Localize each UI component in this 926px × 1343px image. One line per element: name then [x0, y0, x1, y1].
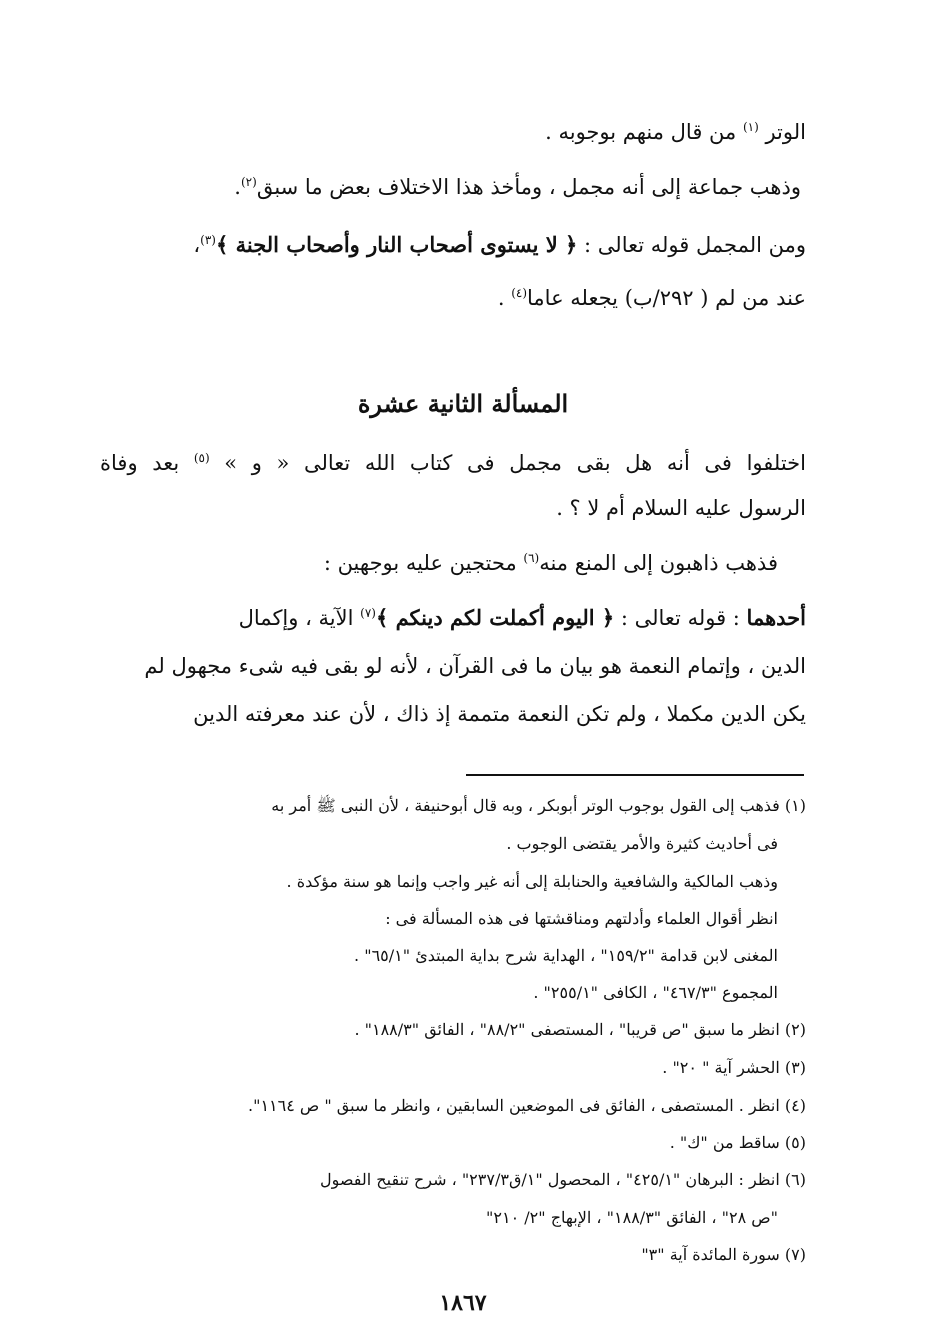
quran-verse-2: ﴿ اليوم أكملت لكم دينكم ﴾	[375, 605, 615, 630]
footnote-1-line-4: انظر أقوال العلماء وأدلتهم ومناقشتها فى هذه المسألة فى :	[385, 909, 778, 928]
section-heading: المسألة الثانية عشرة	[357, 389, 569, 418]
footnote-1-line-1: (١) فذهب إلى القول بوجوب الوتر أبوبكر ، وبه قال أبوحنيفة ، لأن النبى ﷺ أمر به	[271, 796, 806, 815]
para-line-3: فذهب ذاهبون إلى المنع منه$^{(٦)}$ محتجين عليه بوجهين :	[323, 551, 778, 575]
body-line-1: الوتر $^{(١)}$ من قال منهم بوجوبه .	[545, 120, 806, 144]
footnote-ref-3: (٣)	[200, 233, 216, 247]
page-number: ١٨٦٧	[439, 1290, 487, 1316]
footnote-ref-6: (٦)	[523, 551, 540, 565]
footnote-4: (٤) انظر . المستصفى ، الفائق فى الموضعين السابقين ، وانظر ما سبق " ص ١١٦٤".	[248, 1096, 806, 1115]
footnote-ref-7: (٧)	[360, 606, 376, 620]
footnote-ref-4: (٤)	[511, 286, 528, 300]
footnote-ref-2: (٢)	[240, 175, 257, 189]
footnote-ref-5: (٥)	[193, 451, 210, 465]
footnote-3: (٣) الحشر آية " ٢٠" .	[662, 1058, 806, 1077]
footnote-separator	[466, 774, 804, 776]
footnote-1-line-3: وذهب المالكية والشافعية والحنابلة إلى أنه غير واجب وإنما هو سنة مؤكدة .	[286, 872, 778, 891]
para-line-1: اختلفوا فى أنه هل بقى مجمل فى كتاب الله تعالى « و » $^{(٥)}$ بعد وفاة	[100, 451, 806, 475]
footnote-2: (٢) انظر ما سبق "ص قريبا" ، المستصفى "٨٨/٢" ، الفائق "١٨٨/٣" .	[354, 1020, 806, 1039]
body-line-4: عند من لم ( ٢٩٢/ب) يجعله عاما$^{(٤)}$ .	[497, 286, 806, 310]
body-line-2: وذهب جماعة إلى أنه مجمل ، ومأخذ هذا الاختلاف بعض ما سبق$^{(٢)}$.	[234, 175, 801, 199]
footnote-5: (٥) ساقط من "ك" .	[669, 1133, 806, 1152]
quran-verse-1: ﴿ لا يستوى أصحاب النار وأصحاب الجنة ﴾	[215, 232, 578, 257]
footnote-ref-1: (١)	[742, 120, 759, 134]
footnote-1-line-2: فى أحاديث كثيرة والأمر يقتضى الوجوب .	[506, 834, 778, 853]
footnote-1-line-6: المجموع "٤٦٧/٣" ، الكافى "٢٥٥/١" .	[533, 983, 778, 1002]
body-line-3: ومن المجمل قوله تعالى : ﴿ لا يستوى أصحاب النار وأصحاب الجنة ﴾$^{(٣)}$،	[193, 232, 806, 257]
footnote-7: (٧) سورة المائدة آية "٣"	[641, 1245, 806, 1264]
footnote-6-line-2: "ص ٢٨" ، الفائق "١٨٨/٣" ، الإبهاج "٢/ ٢١٠"	[486, 1208, 778, 1227]
para-line-4: أحدهما : قوله تعالى : ﴿ اليوم أكملت لكم دينكم ﴾$^{(٧)}$ الآية ، وإكمال	[238, 605, 806, 630]
para-line-5: الدين ، وإتمام النعمة هو بيان ما فى القرآن ، لأنه لو بقى فيه شىء مجهول لم	[144, 654, 806, 678]
footnote-6-line-1: (٦) انظر : البرهان "٤٢٥/١" ، المحصول "١/ق٢٣٧/٣" ، شرح تنقيح الفصول	[320, 1170, 806, 1189]
footnote-1-line-5: المغنى لابن قدامة "١٥٩/٢" ، الهداية شرح بداية المبتدئ "٦٥/١" .	[354, 946, 778, 965]
para-line-2: الرسول عليه السلام أم لا ؟ .	[556, 496, 806, 520]
para-line-6: يكن الدين مكملا ، ولم تكن النعمة متممة إذ ذاك ، لأن عند معرفته الدين	[193, 702, 806, 726]
